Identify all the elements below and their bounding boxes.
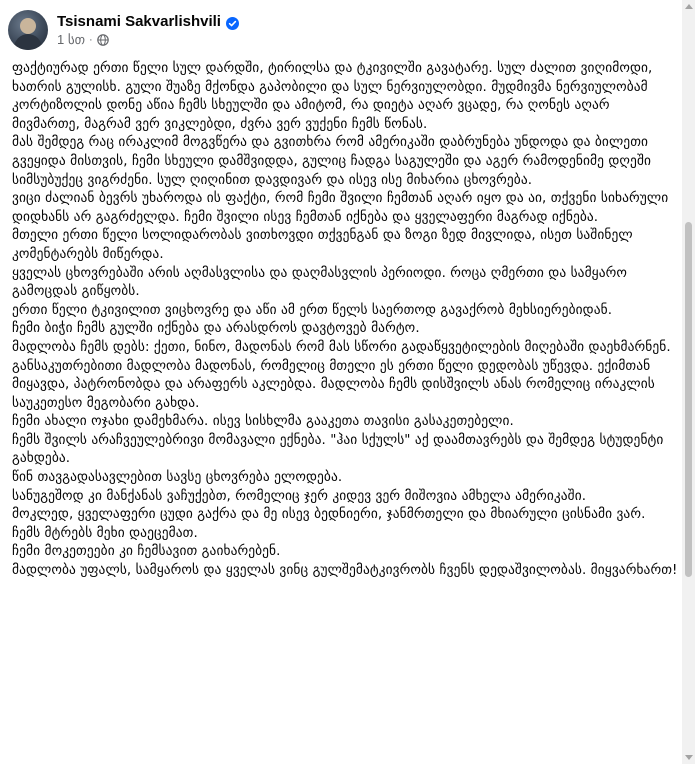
post-paragraph: ჩემი ბიჭი ჩემს გულში იქნება და არასდროს დავტოვებ მარტო. [12,321,420,337]
post-body [12,60,678,581]
post-paragraph: მოკლედ, ყველაფერი ცუდი გაქრა და მე ისევ ბედნიერი, ჯანმრთელი და მხიარული ცისნამი ვარ. [12,507,646,523]
post-paragraph: ჩემი ახალი ოჯახი დამეხმარა. ისევ სისხლმა გააკეთა თავისი გასაკეთებელი. [12,414,514,430]
post-paragraph: ვიცი ძალიან ბევრს უხაროდა ის ფაქტი, რომ ჩემი შვილი ჩემთან აღარ იყო და აი, თქვენი სიხარული დიდხანს არ გაგრძელდა. ჩემი შვილი ისევ ჩემთან იქნება და ყველაფერი მაგრად იქნება. [12,191,669,225]
post-paragraph: ფაქტიურად ერთი წელი სულ დარდში, ტირილსა და ტკივილში გავატარე. სულ ძალით ვიღიმოდი, ხათრის გულისხ. გული შუაზე მქონდა გაპობილი და სულ ნერვიულობდი. მუდმივმა ნერვიულობამ კორტიზოლის დონე აწია ჩემს სხეულში და ამიტომ, რა დიეტა აღარ ვცადე, რა ღონეს აღარ მივმართე, მაგრამ ვერ ვიკლებდი, ძვრა ვერ ვუქენი ჩემს წონას. [12,61,653,132]
verified-badge-icon [226,15,239,28]
post-paragraph: მას შემდეგ რაც ირაკლიმ მოგვწერა და გვითხრა რომ ამერიკაში დაბრუნება უნდოდა და ბილეთი გვეყიდა მისთვის, ჩემი სხეული დამშვიდდა, გულიც ჩადგა საგულეში და აგერ რამოდენიმე დღეში სიმსუბუქეც ვიგრძენი. სულ ღიღინით დავდივარ და ისევ ისე მიხარია ცხოვრება. [12,135,652,188]
separator-dot: · [89,33,93,46]
post-paragraph: მთელი ერთი წელი სოლიდარობას ვითხოვდი თქვენგან და ზოგი ზედ მივლიდა, ისეთ საშინელ კომენტარებს მიწერდა. [12,228,633,262]
post-meta [57,13,239,48]
post-paragraph: ჩემს შვილს არაჩვეულებრივი მომავალი ექნება. "ჰაი სქულს" აქ დაამთავრებს და შემდეგ სტუდენტი გახდება. [12,432,664,467]
post-paragraph: სანუგეშოდ კი მანქანას ვაჩუქებთ, რომელიც ჯერ კიდევ ვერ მიშოვია ამხელა ამერიკაში. [12,488,587,504]
globe-icon[interactable] [97,34,109,46]
post-paragraph: წინ თავგადასავლებით სავსე ცხოვრება ელოდება. [12,470,343,486]
post-paragraph: ჩემს მტრებს მეხი დაეცემათ. [12,525,198,541]
author-row [57,13,239,30]
scroll-up-arrow-icon[interactable] [685,4,693,9]
post-timestamp[interactable]: 1 სთ [57,31,86,47]
scroll-down-arrow-icon[interactable] [685,755,693,760]
post-paragraph: ერთი წელი ტკივილით ვიცხოვრე და აწი ამ ერთ წელს საერთოდ გავაქრობ მეხსიერებიდან. [12,302,613,318]
post-paragraph: მადლობა ჩემს დებს: ქეთი, ნინო, მადონას რომ მას სწორი გადაწყვეტილების მიღებაში დაეხმარნენ. განსაკუთრებითი მადლობა მადონას, რომელიც მთელი ეს ერთი წელი დედობას უწევდა. ექიმთან მიყავდა, პატრონობდა და არაფერს აკლებდა. მადლობა ჩემს დისშვილს ანას რომელიც ირაკლის საუკეთესო მეგობარი გახდა. [12,339,671,411]
post-header [8,8,239,52]
author-name[interactable]: Tsisnami Sakvarlishvili [57,12,221,30]
post-paragraph: ყველას ცხოვრებაში არის აღმასვლისა და დაღმასვლის პერიოდი. როცა ღმერთი და სამყარო გამოცდას გიწყობს. [12,265,627,300]
avatar[interactable] [8,10,48,50]
post-subline [57,32,239,48]
vertical-scrollbar[interactable] [682,0,695,764]
scrollbar-thumb[interactable] [685,222,692,577]
post-paragraph: ჩემი მოკეთეები კი ჩემსავით გაიხარებენ. [12,544,281,560]
post-paragraph: მადლობა უფალს, სამყაროს და ყველას ვინც გულშემატკივრობს ჩვენს დედაშვილობას. მიყვარხართ! [12,563,678,579]
